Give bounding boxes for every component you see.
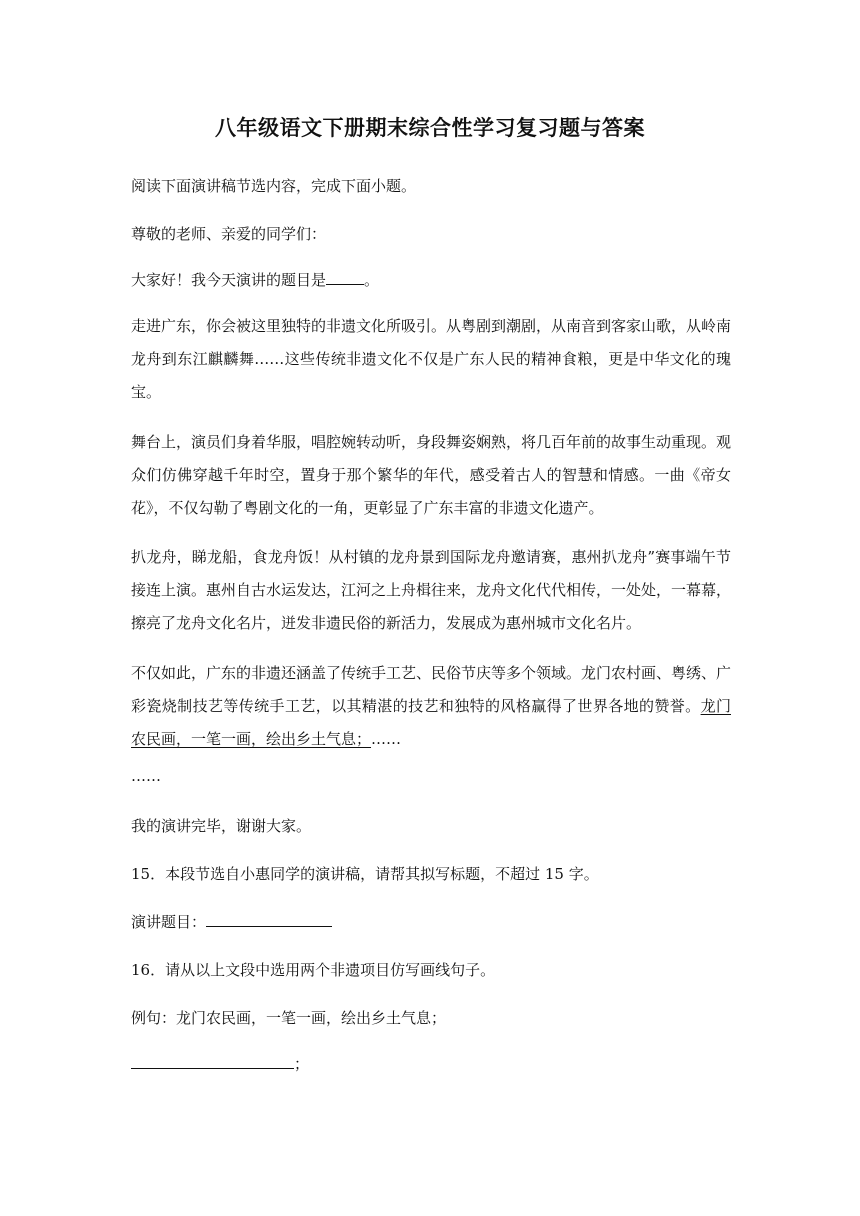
question-16-example: 例句：龙门农民画，一笔一画，绘出乡土气息； [131,1009,447,1027]
question-15-answer [131,906,731,939]
instruction-text: 阅读下面演讲稿节选内容，完成下面小题。 [131,177,417,195]
closing-text: 我的演讲完毕，谢谢大家。 [131,817,312,835]
paragraph-3: 扒龙舟，睇龙船，食龙舟饭！从村镇的龙舟景到国际龙舟邀请赛，惠州扒龙舟”赛事端午节接连上演。惠州自古水运发达，江河之上舟楫往来，龙舟文化代代相传，一处处，一幕幕，擦亮了龙舟文化名片，迸发非遗民俗的新活力，发展成为惠州城市文化名片。 [131,548,732,632]
answer-blank [131,1052,294,1069]
paragraph-4-text: 不仅如此，广东的非遗还涵盖了传统手工艺、民俗节庆等多个领域。龙门农村画、粤绣、广彩瓷烧制技艺等传统手工艺，以其精湛的技艺和独特的风格赢得了世界各地的赞誉。 [131,664,732,715]
question-16-answer [131,1048,731,1081]
document-title: 八年级语文下册期末综合性学习复习题与答案 [215,116,645,140]
question-15: 15．本段节选自小惠同学的演讲稿，请帮其拟写标题，不超过 15 字。 [131,865,599,883]
opening-line [131,264,731,297]
opening-suffix: 。 [364,271,380,289]
question-16: 16．请从以上文段中选用两个非遗项目仿写画线句子。 [131,961,496,979]
ellipsis-line: …… [131,767,161,785]
title-blank [326,268,364,285]
underlined-sentence: 龙门农民画，一笔一画，绘出乡土气息； [131,697,731,748]
answer-end-mark: ； [294,1055,310,1073]
greeting-text: 尊敬的老师、亲爱的同学们： [131,225,327,243]
paragraph-1: 走进广东，你会被这里独特的非遗文化所吸引。从粤剧到潮剧，从南音到客家山歌，从岭南龙舟到东江麒麟舞……这些传统非遗文化不仅是广东人民的精神食粮，更是中华文化的瑰宝。 [131,317,732,401]
answer-blank [206,910,332,927]
paragraph-2: 舞台上，演员们身着华服，唱腔婉转动听，身段舞姿娴熟，将几百年前的故事生动重现。观众们仿佛穿越千年时空，置身于那个繁华的年代，感受着古人的智慧和情感。一曲《帝女花》，不仅勾勒了粤剧文化的一角，更彰显了广东丰富的非遗文化遗产。 [131,433,732,517]
paragraph-4 [131,657,731,756]
paragraph-4-ellipsis: …… [371,730,402,748]
answer-label: 演讲题目： [131,913,207,931]
opening-prefix: 大家好！我今天演讲的题目是 [131,271,327,289]
